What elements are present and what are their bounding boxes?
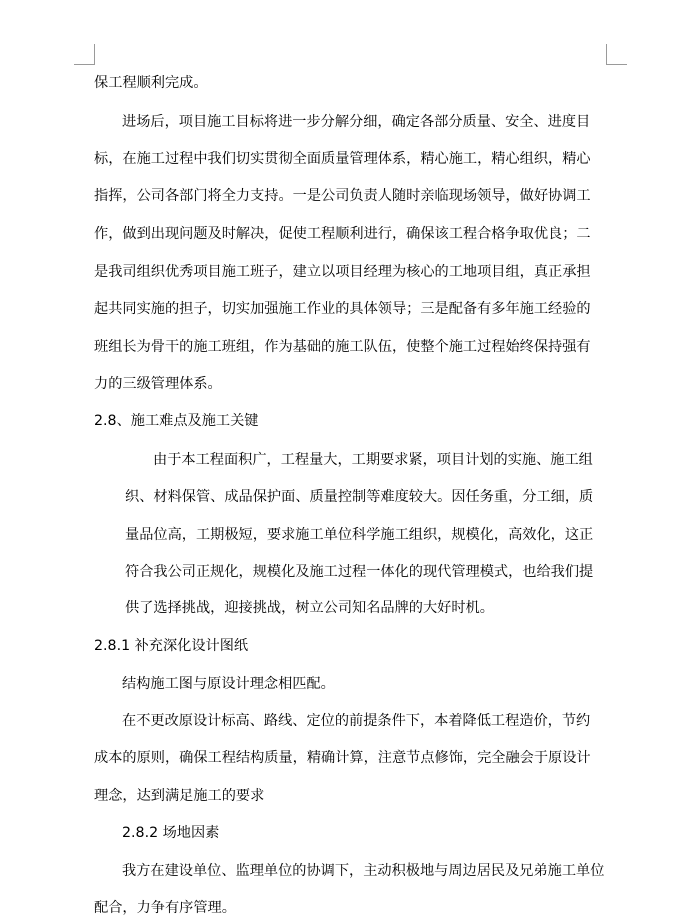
text-line: 起共同实施的担子，切实加强施工作业的具体领导；三是配备有多年施工经验的 xyxy=(94,301,591,317)
text-line: 在不更改原设计标高、路线、定位的前提条件下，本着降低工程造价，节约 xyxy=(122,713,591,729)
text-line: 班组长为骨干的施工班组，作为基础的施工队伍，使整个施工过程始终保持强有 xyxy=(94,339,591,355)
section-heading: 2.8、施工难点及施工关键 xyxy=(94,413,259,429)
text-line: 力的三级管理体系。 xyxy=(94,376,222,392)
text-line: 配合，力争有序管理。 xyxy=(94,900,236,916)
section-heading: 2.8.1 补充深化设计图纸 xyxy=(94,638,249,654)
page-corner-mark-top-right xyxy=(606,44,627,65)
text-line: 供了选择挑战，迎接挑战，树立公司知名品牌的大好时机。 xyxy=(125,600,494,616)
section-heading: 2.8.2 场地因素 xyxy=(122,825,220,841)
page-corner-mark-top-left xyxy=(74,44,95,65)
text-line: 标，在施工过程中我们切实贯彻全面质量管理体系，精心施工，精心组织，精心 xyxy=(94,151,591,167)
text-line: 进场后，项目施工目标将进一步分解分细，确定各部分质量、安全、进度目 xyxy=(122,114,591,130)
text-line: 符合我公司正规化，规模化及施工过程一体化的现代管理模式，也给我们提 xyxy=(125,564,594,580)
text-line: 成本的原则，确保工程结构质量，精确计算，注意节点修饰，完全融会于原设计 xyxy=(94,750,591,766)
text-line: 织、材料保管、成品保护面、质量控制等难度较大。因任务重，分工细，质 xyxy=(125,489,594,505)
text-line: 我方在建设单位、监理单位的协调下，主动积极地与周边居民及兄弟施工单位 xyxy=(122,863,605,879)
text-line: 作，做到出现问题及时解决，促使工程顺利进行，确保该工程合格争取优良；二 xyxy=(94,226,591,242)
text-line: 量品位高，工期极短，要求施工单位科学施工组织，规模化，高效化，这正 xyxy=(125,527,594,543)
text-line: 指挥，公司各部门将全力支持。一是公司负责人随时亲临现场领导，做好协调工 xyxy=(94,188,591,204)
text-line: 结构施工图与原设计理念相匹配。 xyxy=(122,676,335,692)
text-line: 保工程顺利完成。 xyxy=(94,75,208,91)
text-line: 理念，达到满足施工的要求 xyxy=(94,788,265,804)
text-line: 由于本工程面积广，工程量大，工期要求紧，项目计划的实施、施工组 xyxy=(153,452,593,468)
text-line: 是我司组织优秀项目施工班子，建立以项目经理为核心的工地项目组，真正承担 xyxy=(94,264,591,280)
